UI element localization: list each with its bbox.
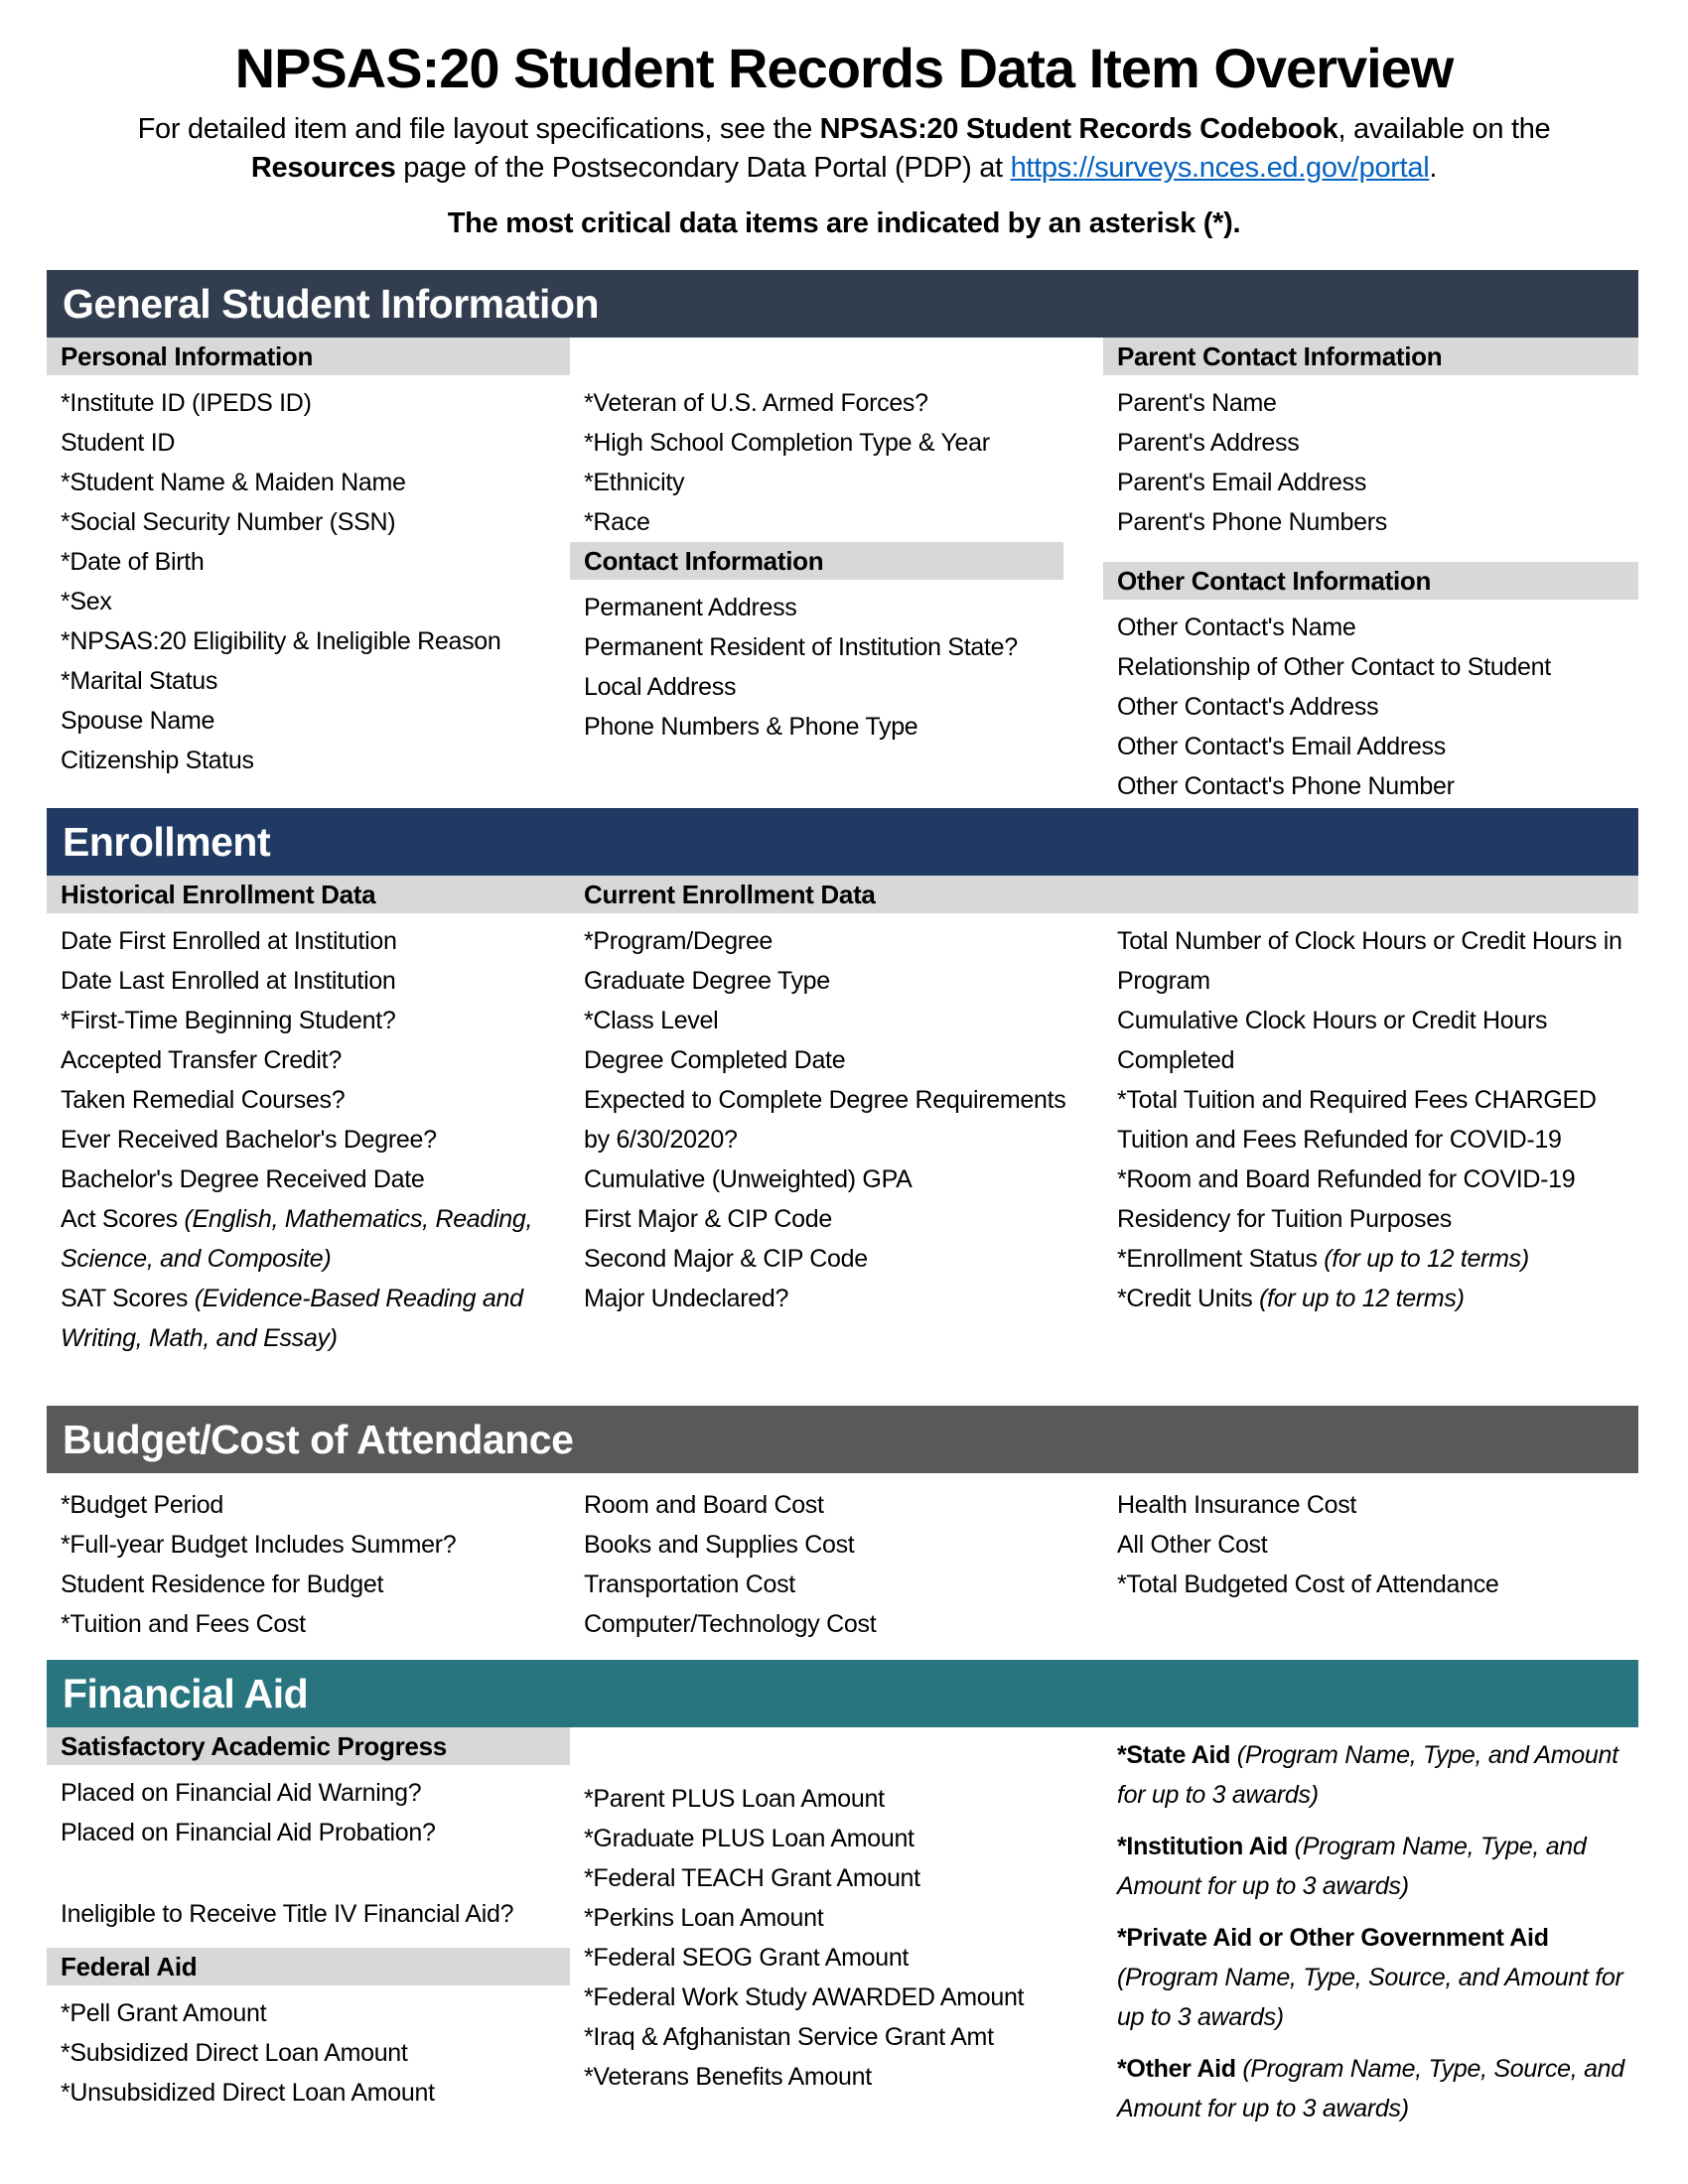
column — [570, 1473, 1103, 1644]
list-item: Transportation Cost — [584, 1570, 795, 1598]
columns — [47, 338, 1638, 806]
sections — [47, 270, 1638, 2128]
column-subheader: Current Enrollment Data — [584, 880, 876, 909]
text-run: (for up to 12 terms) — [1259, 1285, 1465, 1312]
list-item: Parent's Address — [1117, 429, 1300, 457]
list-item: Relationship of Other Contact to Student — [1117, 653, 1551, 681]
list-item — [1103, 1279, 1638, 1318]
text-run: (Program Name, Type, and Amount for up to 3 awards) — [1117, 1741, 1618, 1809]
text-run: For detailed item and file layout specifications, see the — [137, 113, 820, 145]
list-item: *Tuition and Fees Cost — [61, 1610, 306, 1638]
list-item: Date Last Enrolled at Institution — [61, 967, 396, 995]
section-budget-cost-of-attendance — [47, 1406, 1638, 1644]
list-item: Ever Received Bachelor's Degree? — [61, 1126, 437, 1154]
list-item: Computer/Technology Cost — [584, 1610, 877, 1638]
list-item: *Room and Board Refunded for COVID-19 — [1117, 1165, 1576, 1193]
list-item: Cumulative (Unweighted) GPA — [584, 1165, 913, 1193]
list-item: Citizenship Status — [61, 747, 254, 774]
list-item: *Student Name & Maiden Name — [61, 469, 406, 496]
list-item: Placed on Financial Aid Probation? — [61, 1819, 436, 1846]
list-item: *Full-year Budget Includes Summer? — [61, 1531, 457, 1559]
list-item: *Federal SEOG Grant Amount — [584, 1944, 910, 1972]
list-item: Accepted Transfer Credit? — [61, 1046, 342, 1074]
asterisk-note: The most critical data items are indicated by an asterisk (*). — [447, 207, 1241, 239]
column-subheader — [1103, 876, 1638, 913]
list-item: First Major & CIP Code — [584, 1205, 832, 1233]
text-run: *Institution Aid — [1117, 1833, 1295, 1860]
list-item: *Pell Grant Amount — [61, 1999, 267, 2027]
list-item: Bachelor's Degree Received Date — [61, 1165, 425, 1193]
section-header-bar — [47, 1406, 1638, 1473]
list-item: Degree Completed Date — [584, 1046, 846, 1074]
list-item: *Parent PLUS Loan Amount — [584, 1785, 885, 1813]
list-item: Phone Numbers & Phone Type — [584, 713, 918, 741]
column-subheader: Historical Enrollment Data — [61, 880, 376, 909]
section-financial-aid — [47, 1660, 1638, 2128]
list-item: Residency for Tuition Purposes — [1117, 1205, 1453, 1233]
list-item: Major Undeclared? — [584, 1285, 789, 1312]
text-run: (for up to 12 terms) — [1324, 1245, 1529, 1273]
column — [47, 921, 570, 1358]
list-item: Cumulative Clock Hours or Credit Hours Completed — [1117, 1007, 1548, 1074]
list-item: Spouse Name — [61, 707, 215, 735]
list-item: *Ethnicity — [584, 469, 685, 496]
section-header-bar — [47, 1660, 1638, 1727]
list-item: *Federal TEACH Grant Amount — [584, 1864, 920, 1892]
list-item — [1103, 1918, 1638, 2037]
text-run: (Program Name, Type, and Amount for up to 3 awards) — [1117, 1833, 1587, 1900]
column — [570, 1727, 1103, 2097]
text-run: Resources — [250, 152, 396, 184]
text-run: NPSAS:20 Student Records Codebook — [819, 113, 1338, 145]
spacer — [570, 1727, 1103, 1779]
text-run: SAT Scores — [61, 1285, 195, 1312]
spacer — [47, 1852, 570, 1894]
text-run: (Evidence-Based Reading and Writing, Math, and Essay) — [61, 1285, 523, 1352]
spacer — [570, 338, 1103, 383]
list-item: Room and Board Cost — [584, 1491, 824, 1519]
list-item: *Program/Degree — [584, 927, 774, 955]
column-subheader: Contact Information — [570, 542, 1063, 580]
text-run: *Enrollment Status — [1117, 1245, 1325, 1273]
subheader-band-row — [47, 876, 1638, 913]
column-subheader: Personal Information — [47, 338, 570, 375]
list-item: Parent's Phone Numbers — [1117, 508, 1387, 536]
column-subheader: Satisfactory Academic Progress — [47, 1727, 570, 1765]
intro-line-2 — [0, 149, 1688, 188]
list-item: *High School Completion Type & Year — [584, 429, 990, 457]
intro-line-1 — [0, 110, 1688, 149]
column — [47, 1473, 570, 1644]
list-item: Second Major & CIP Code — [584, 1245, 868, 1273]
list-item: *Unsubsidized Direct Loan Amount — [61, 2079, 435, 2107]
list-item: Other Contact's Address — [1117, 693, 1379, 721]
list-item: *Federal Work Study AWARDED Amount — [584, 1983, 1025, 2011]
text-run: (English, Mathematics, Reading, Science, and Composite) — [61, 1205, 533, 1273]
list-item: *Date of Birth — [61, 548, 205, 576]
columns — [47, 921, 1638, 1358]
list-item: Permanent Address — [584, 594, 797, 621]
section-title: General Student Information — [63, 280, 600, 327]
section-enrollment — [47, 808, 1638, 1358]
text-run: . — [1429, 152, 1438, 184]
column — [570, 921, 1103, 1318]
list-item: Student Residence for Budget — [61, 1570, 384, 1598]
page-title: NPSAS:20 Student Records Data Item Overview — [234, 37, 1454, 99]
list-item — [47, 1279, 570, 1358]
list-item: *Iraq & Afghanistan Service Grant Amt — [584, 2023, 994, 2051]
list-item: Tuition and Fees Refunded for COVID-19 — [1117, 1126, 1562, 1154]
list-item — [47, 1199, 570, 1279]
list-item — [1103, 2049, 1638, 2128]
section-header-bar — [47, 808, 1638, 876]
list-item: Parent's Email Address — [1117, 469, 1367, 496]
list-item: *Sex — [61, 588, 112, 615]
column — [1103, 338, 1638, 806]
list-item: *Social Security Number (SSN) — [61, 508, 396, 536]
list-item: Local Address — [584, 673, 737, 701]
portal-link[interactable]: https://surveys.nces.ed.gov/portal — [1010, 152, 1430, 184]
list-item: Permanent Resident of Institution State? — [584, 633, 1018, 661]
text-run: *Private Aid or Other Government Aid — [1117, 1924, 1549, 1952]
column — [1103, 1727, 1638, 2128]
column-subheader: Parent Contact Information — [1103, 338, 1638, 375]
list-item: *Veteran of U.S. Armed Forces? — [584, 389, 928, 417]
list-item: Student ID — [61, 429, 176, 457]
column — [47, 1727, 570, 2113]
list-item: *Class Level — [584, 1007, 719, 1034]
columns — [47, 1727, 1638, 2128]
column — [47, 338, 570, 780]
column — [1103, 1473, 1638, 1604]
list-item: *Perkins Loan Amount — [584, 1904, 824, 1932]
list-item: *Graduate PLUS Loan Amount — [584, 1825, 914, 1852]
text-run: *State Aid — [1117, 1741, 1237, 1769]
list-item: *Budget Period — [61, 1491, 223, 1519]
column — [570, 338, 1103, 747]
list-item — [1103, 1827, 1638, 1906]
list-item: *Total Tuition and Required Fees CHARGED — [1117, 1086, 1597, 1114]
document-header — [0, 0, 1688, 240]
list-item: *Institute ID (IPEDS ID) — [61, 389, 312, 417]
text-run: (Program Name, Type, Source, and Amount for up to 3 awards) — [1117, 2055, 1624, 2122]
list-item: *Subsidized Direct Loan Amount — [61, 2039, 408, 2067]
section-general-student-information — [47, 270, 1638, 806]
list-item: Total Number of Clock Hours or Credit Hours in Program — [1117, 927, 1622, 995]
text-run: *Credit Units — [1117, 1285, 1260, 1312]
list-item: *Veterans Benefits Amount — [584, 2063, 872, 2091]
list-item: *Total Budgeted Cost of Attendance — [1117, 1570, 1499, 1598]
list-item: Books and Supplies Cost — [584, 1531, 855, 1559]
list-item: All Other Cost — [1117, 1531, 1268, 1559]
list-item: Expected to Complete Degree Requirements by 6/30/2020? — [584, 1086, 1066, 1154]
list-item: Graduate Degree Type — [584, 967, 830, 995]
text-run: , available on the — [1337, 113, 1551, 145]
section-header-bar — [47, 270, 1638, 338]
section-title: Budget/Cost of Attendance — [63, 1416, 574, 1462]
list-item: Parent's Name — [1117, 389, 1277, 417]
text-run: *Other Aid — [1117, 2055, 1243, 2083]
text-run: Act Scores — [61, 1205, 185, 1233]
list-item: *Race — [584, 508, 650, 536]
list-item: Taken Remedial Courses? — [61, 1086, 346, 1114]
section-title: Enrollment — [63, 818, 271, 865]
list-item: Placed on Financial Aid Warning? — [61, 1779, 422, 1807]
list-item: Ineligible to Receive Title IV Financial Aid? — [61, 1900, 514, 1928]
text-run: (Program Name, Type, Source, and Amount for up to 3 awards) — [1117, 1964, 1623, 2031]
text-run: page of the Postsecondary Data Portal (PDP) at — [395, 152, 1011, 184]
list-item: Date First Enrolled at Institution — [61, 927, 397, 955]
list-item — [1103, 1735, 1638, 1815]
list-item: *Marital Status — [61, 667, 218, 695]
list-item: Health Insurance Cost — [1117, 1491, 1357, 1519]
columns — [47, 1473, 1638, 1644]
list-item: Other Contact's Phone Number — [1117, 772, 1455, 800]
list-item: Other Contact's Email Address — [1117, 733, 1446, 760]
list-item: Other Contact's Name — [1117, 614, 1356, 641]
column — [1103, 921, 1638, 1318]
list-item: *First-Time Beginning Student? — [61, 1007, 396, 1034]
section-title: Financial Aid — [63, 1670, 309, 1716]
column-subheader: Federal Aid — [47, 1948, 570, 1985]
column-subheader: Other Contact Information — [1103, 562, 1638, 600]
list-item: *NPSAS:20 Eligibility & Ineligible Reason — [61, 627, 501, 655]
list-item — [1103, 1239, 1638, 1279]
